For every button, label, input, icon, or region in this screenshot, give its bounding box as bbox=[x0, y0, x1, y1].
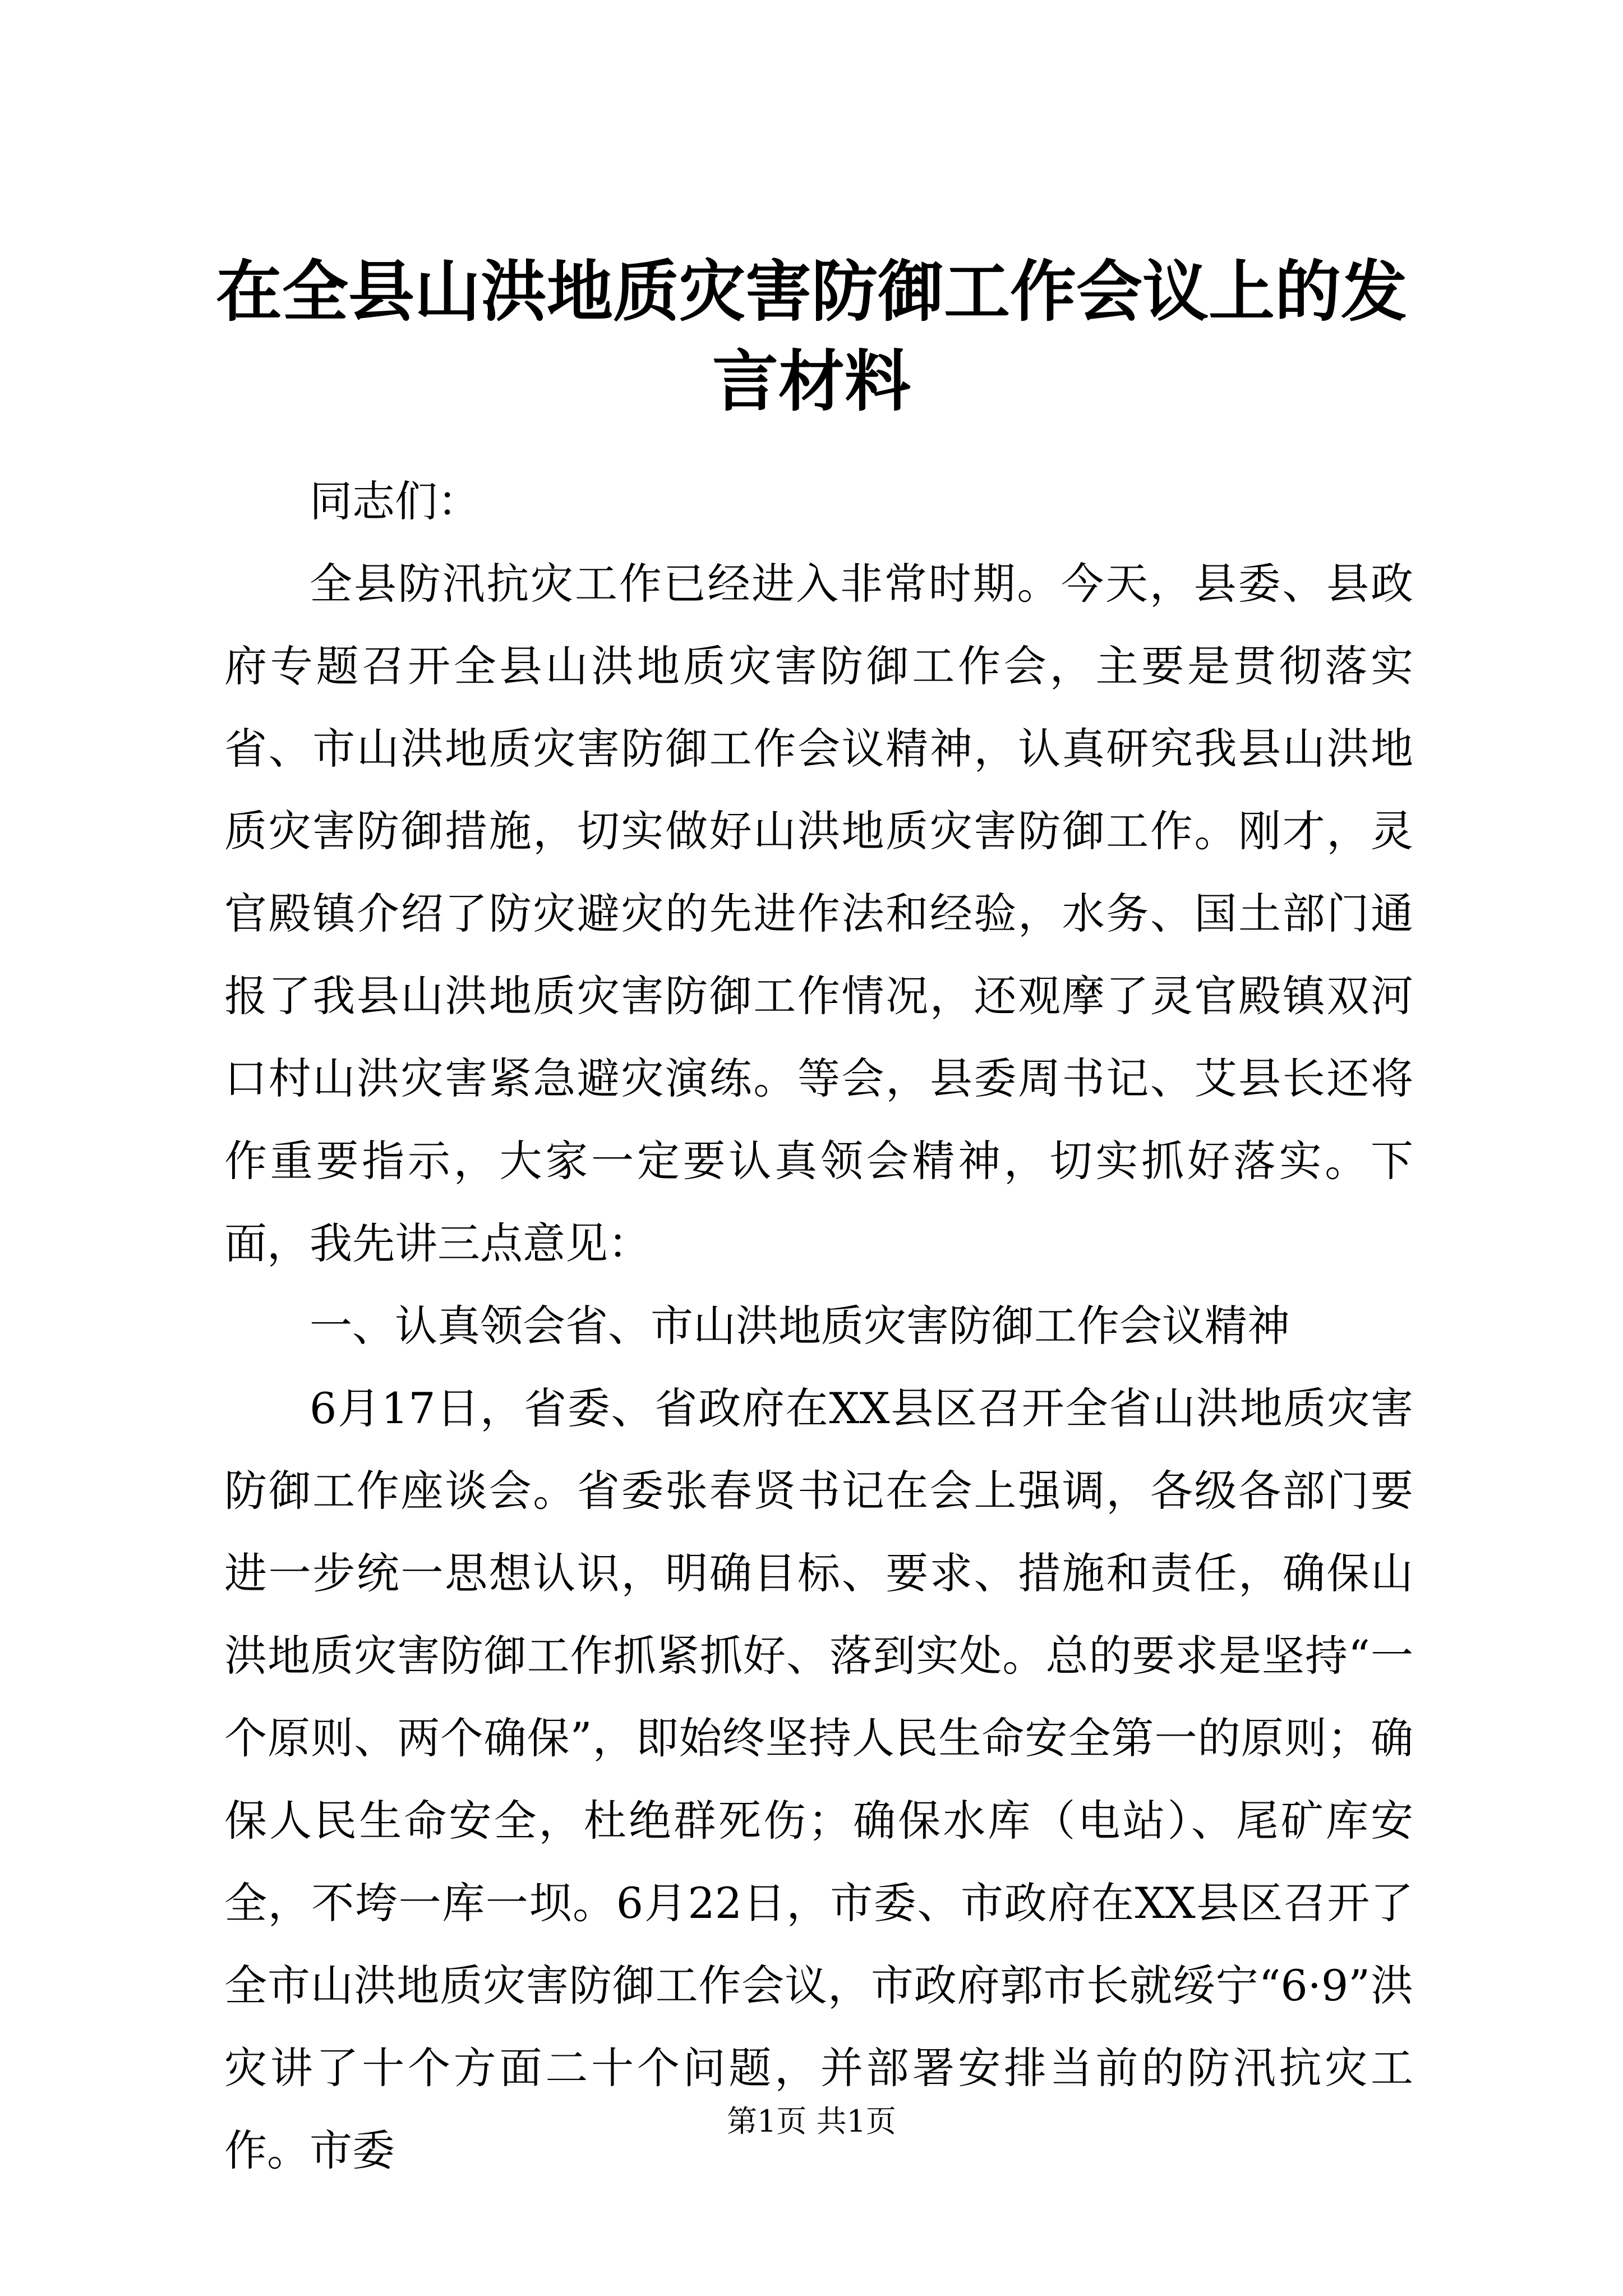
document-title: 在全县山洪地质灾害防御工作会议上的发言材料 bbox=[215, 252, 1407, 420]
intro-paragraph: 全县防汛抗灾工作已经进入非常时期。今天，县委、县政府专题召开全县山洪地质灾害防御工作会，主要是贯彻落实省、市山洪地质灾害防御工作会议精神，认真研究我县山洪地质灾害防御措施，切实做好山洪地质灾害防御工作。刚才，灵官殿镇介绍了防灾避灾的先进作法和经验，水务、国土部门通报了我县山洪地质灾害防御工作情况，还观摩了灵官殿镇双河口村山洪灾害紧急避灾演练。等会，县委周书记、艾县长还将作重要指示，大家一定要认真领会精神，切实抓好落实。下面，我先讲三点意见： bbox=[224, 559, 1413, 1268]
document-body bbox=[224, 460, 1413, 2192]
page-footer: 第1页 共1页 bbox=[727, 2104, 896, 2139]
section-heading: 一、认真领会省、市山洪地质灾害防御工作会议精神 bbox=[310, 1301, 1290, 1351]
section-paragraph: 6月17日，省委、省政府在XX县区召开全省山洪地质灾害防御工作座谈会。省委张春贤书记在会上强调，各级各部门要进一步统一思想认识，明确目标、要求、措施和责任，确保山洪地质灾害防御工作抓紧抓好、落到实处。总的要求是坚持“一个原则、两个确保”，即始终坚持人民生命安全第一的原则；确保人民生命安全，杜绝群死伤；确保水库（电站）、尾矿库安全，不垮一库一坝。6月22日，市委、市政府在XX县区召开了全市山洪地质灾害防御工作会议，市政府郭市长就绥宁“6·9”洪灾讲了十个方面二十个问题，并部署安排当前的防汛抗灾工作。市委 bbox=[224, 1383, 1413, 2175]
salutation-paragraph: 同志们： bbox=[310, 476, 480, 526]
